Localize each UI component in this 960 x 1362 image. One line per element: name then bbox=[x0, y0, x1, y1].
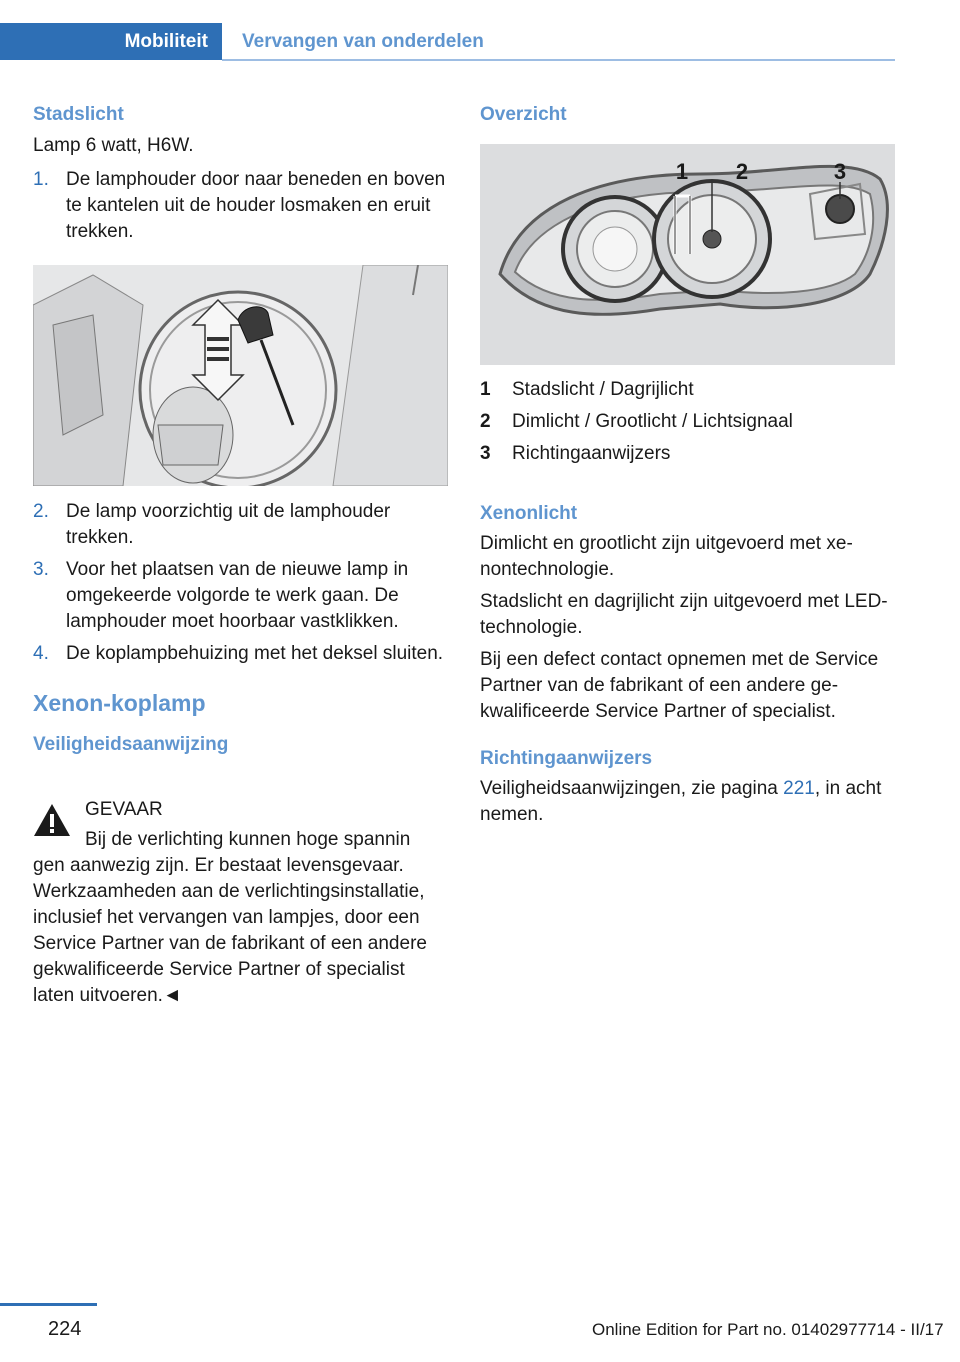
legend-text: Stadslicht / Dagrijlicht bbox=[512, 379, 694, 400]
left-column bbox=[33, 104, 448, 245]
warning-label: GEVAAR bbox=[85, 799, 163, 820]
xenonlicht-paragraph-2: Stadslicht en dagrijlicht zijn uitgevoerd met LED-technologie. bbox=[480, 591, 888, 638]
richting-text-pre: Veiligheidsaanwijzingen, zie pagina bbox=[480, 778, 784, 799]
legend-text: Richtingaanwijzers bbox=[512, 443, 671, 464]
step-text: De lamp voorzichtig uit de lamphouder trekken. bbox=[66, 501, 391, 548]
step-text: De lamphouder door naar beneden en boven te kantelen uit de houder losmaken en eruit trekken. bbox=[66, 169, 446, 242]
xenonlicht-heading: Xenonlicht bbox=[480, 503, 578, 524]
headlight-illustration bbox=[480, 144, 895, 365]
left-column-steps bbox=[33, 499, 448, 756]
richtingaanwijzers-paragraph bbox=[480, 776, 895, 828]
stadslicht-heading: Stadslicht bbox=[33, 104, 124, 125]
xenonlicht-paragraph-3: Bij een defect contact opnemen met de Service Partner van de fabrikant of een andere gekwalificeerde Service Partner of specialist. bbox=[480, 649, 879, 722]
step-number: 2. bbox=[33, 501, 49, 522]
xenonlicht-paragraph-1: Dimlicht en grootlicht zijn uitgevoerd met xenontechnologie. bbox=[480, 533, 853, 580]
tab-mobiliteit[interactable]: Mobiliteit bbox=[0, 23, 222, 60]
richting-text-post: , in acht nemen. bbox=[480, 778, 882, 825]
tab-vervangen-van-onderdelen[interactable]: Vervangen van onderdelen bbox=[242, 31, 484, 52]
step-1 bbox=[33, 167, 448, 245]
stadslicht-text: Lamp 6 watt, H6W. bbox=[33, 135, 194, 156]
richtingaanwijzers-heading: Richtingaanwijzers bbox=[480, 748, 653, 769]
legend-text: Dimlicht / Grootlicht / Lichtsignaal bbox=[512, 411, 793, 432]
lamp-holder-drawing bbox=[33, 265, 448, 486]
legend-number: 1 bbox=[480, 379, 491, 400]
step-text: De koplampbehuizing met het deksel sluiten. bbox=[66, 643, 444, 664]
legend-number: 2 bbox=[480, 411, 491, 432]
warning-triangle-icon bbox=[33, 803, 71, 837]
warning-block bbox=[33, 797, 448, 1009]
right-column bbox=[480, 104, 895, 126]
footer-divider bbox=[0, 1303, 97, 1306]
header-divider bbox=[222, 59, 895, 61]
legend-number: 3 bbox=[480, 443, 491, 464]
step-2 bbox=[33, 499, 448, 551]
warning-text: gen aanwezig zijn. Er bestaat levensgevaar. Werkzaamheden aan de verlichtingsinstallatie, inclusief het vervangen van lampjes, door een Service Partner van de fabrikant of een andere gekwalificeerde Service Partner of specialist laten uitvoeren.◄ bbox=[33, 855, 427, 1006]
step-text: Voor het plaatsen van de nieuwe lamp in omgekeerde volgorde te werk gaan. De lamphouder moet hoorbaar vastklikken. bbox=[66, 559, 409, 632]
step-number: 1. bbox=[33, 169, 49, 190]
overzicht-heading: Overzicht bbox=[480, 104, 567, 125]
step-number: 4. bbox=[33, 643, 49, 664]
page-221-link[interactable]: 221 bbox=[783, 778, 815, 799]
xenon-koplamp-title: Xenon-koplamp bbox=[33, 690, 206, 716]
callout-1: 1 bbox=[675, 159, 689, 184]
page-number: 224 bbox=[48, 1318, 82, 1340]
lamp-holder-illustration bbox=[33, 265, 448, 486]
callout-3: 3 bbox=[833, 159, 847, 184]
step-number: 3. bbox=[33, 559, 49, 580]
safety-heading: Veiligheidsaanwijzing bbox=[33, 734, 229, 755]
headlight-drawing bbox=[480, 144, 895, 365]
warning-first-line: Bij de verlichting kunnen hoge spannin bbox=[85, 829, 411, 850]
right-column-text bbox=[480, 503, 895, 828]
header-tabs bbox=[0, 0, 895, 60]
callout-2: 2 bbox=[735, 159, 749, 184]
step-3 bbox=[33, 557, 448, 635]
edition-note: Online Edition for Part no. 01402977714 - II/17 bbox=[592, 1320, 944, 1339]
step-4 bbox=[33, 641, 448, 667]
